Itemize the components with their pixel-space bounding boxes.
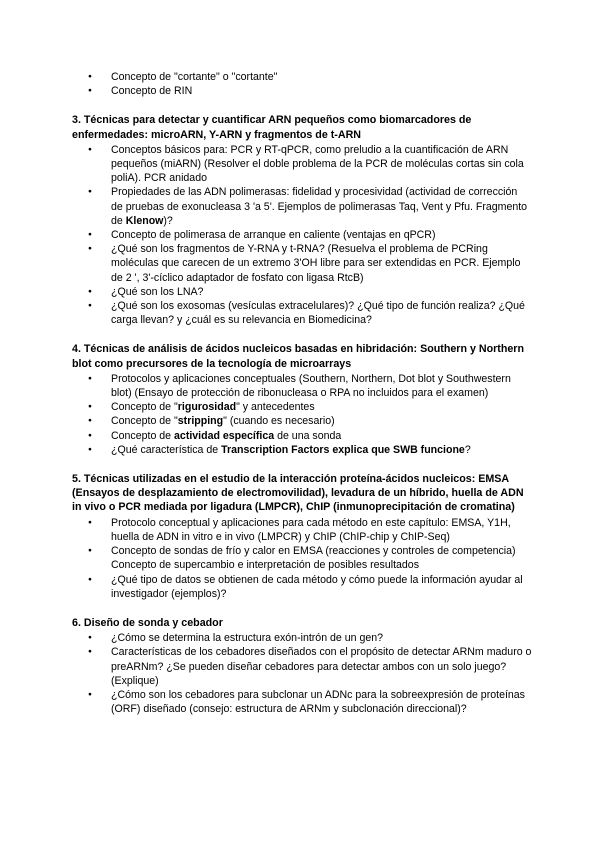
item-bold-text: Klenow	[125, 214, 164, 227]
item-text: de una sonda	[274, 429, 342, 442]
section-heading: 6. Diseño de sonda y cebador	[72, 616, 223, 629]
list-item	[111, 573, 532, 601]
list-item	[111, 400, 532, 414]
list-item	[111, 631, 532, 645]
document-body	[72, 70, 532, 731]
bullet-list	[72, 516, 532, 601]
item-bold-text: rigurosidad	[177, 401, 237, 414]
list-item	[111, 185, 532, 228]
item-bold-text: stripping	[177, 415, 224, 428]
item-bold-text: actividad específica	[174, 429, 275, 442]
item-text: Concepto de polimerasa de arranque en caliente (ventajas en qPCR)	[111, 229, 436, 242]
list-item	[111, 688, 532, 716]
item-text: Características de los cebadores diseñados con el propósito de detectar ARNm maduro o preARNm? ¿Se pueden diseñar cebadores para detectar ambos con un solo juego? (Explique)	[111, 646, 532, 687]
item-text: " (cuando es necesario)	[223, 415, 335, 428]
item-text: ?	[464, 443, 471, 456]
item-text: Concepto de RIN	[111, 85, 193, 98]
item-text: Propiedades de las ADN polimerasas: fidelidad y procesividad (actividad de corrección de pruebas de exonucleasa 3 'a 5'. Ejemplos de polimerasas Taq, Vent y Pfu. Fragmento de	[111, 186, 528, 227]
item-bold-text: Transcription Factors explica que SWB funcione	[221, 443, 465, 456]
list-item	[111, 414, 532, 428]
item-text: ¿Qué son los exosomas (vesículas extracelulares)? ¿Qué tipo de función realiza? ¿Qué carga llevan? y ¿cuál es su relevancia en Biomedicina?	[111, 300, 525, 327]
list-item	[111, 443, 532, 457]
item-text: ¿Qué son los LNA?	[111, 285, 204, 298]
list-item	[111, 645, 532, 688]
list-item	[111, 372, 532, 400]
bullet-list	[72, 372, 532, 457]
list-item	[111, 516, 532, 544]
bullet-list	[72, 631, 532, 716]
item-text: " y antecedentes	[236, 401, 315, 414]
bullet-list	[72, 143, 532, 328]
item-text: ¿Cómo se determina la estructura exón-intrón de un gen?	[111, 632, 384, 645]
section-4	[72, 342, 532, 457]
list-item	[111, 84, 532, 98]
item-text: Conceptos básicos para: PCR y RT-qPCR, como preludio a la cuantificación de ARN pequeños (miARN) (Resolver el doble problema de la PCR de moléculas cortas sin cola poliA). PCR anidado	[111, 143, 524, 185]
item-text: ¿Cómo son los cebadores para subclonar un ADNc para la sobreexpresión de proteínas (ORF) diseñado (consejo: estructura de ARNm y subclonación direccional)?	[111, 688, 525, 716]
item-text: Protocolos y aplicaciones conceptuales (Southern, Northern, Dot blot y Southwestern blot) (Ensayo de protección de ribonucleasa o RPA no incluidos para el examen)	[111, 372, 511, 400]
item-text: Concepto de "	[111, 415, 178, 428]
bullet-list	[72, 70, 532, 98]
item-text: ¿Qué tipo de datos se obtienen de cada método y cómo puede la información ayudar al investigador (ejemplos)?	[111, 573, 523, 600]
section-heading: 4. Técnicas de análisis de ácidos nucleicos basadas en hibridación: Southern y Northern blot como precursores de la tecnología de microarrays	[72, 343, 524, 370]
section-heading: 5. Técnicas utilizadas en el estudio de la interacción proteína-ácidos nucleicos: EMSA (Ensayos de desplazamiento de electromovilidad), levadura de un híbrido, huella de ADN in vivo o PCR mediada por ligadura (LMPCR), ChIP (inmunoprecipitación de cromatina)	[72, 473, 524, 514]
list-item	[111, 285, 532, 299]
list-item	[111, 143, 532, 186]
item-text: ¿Qué característica de	[111, 443, 222, 456]
list-item	[111, 544, 532, 572]
list-item	[111, 242, 532, 285]
section-6	[72, 616, 532, 716]
list-item	[111, 70, 532, 84]
list-item	[111, 429, 532, 443]
section-heading: 3. Técnicas para detectar y cuantificar ARN pequeños como biomarcadores de enfermedades: microARN, Y-ARN y fragmentos de t-ARN	[72, 114, 472, 141]
item-text: )?	[163, 214, 173, 227]
list-item	[111, 228, 532, 242]
section-3	[72, 113, 532, 327]
item-text: Protocolo conceptual y aplicaciones para cada método en este capítulo: EMSA, Y1H, huella de ADN in vitro e in vivo (LMPCR) y ChIP (ChIP-chip y ChIP-Seq)	[111, 516, 511, 543]
item-text: Concepto de "cortante" o "cortante"	[111, 71, 278, 83]
item-text: ¿Qué son los fragmentos de Y-RNA y t-RNA? (Resuelva el problema de PCRing moléculas que carecen de un extremo 3'OH libre para ser extendidas en PCR. Ejemplo de 2 ', 3'-cíclico adaptador de fosfato con ligasa RtcB)	[111, 243, 521, 284]
section-5	[72, 472, 532, 601]
list-item	[111, 299, 532, 327]
section-continuation	[72, 70, 532, 98]
item-text: Concepto de	[111, 429, 175, 442]
item-text: Concepto de sondas de frío y calor en EMSA (reacciones y controles de competencia) Concepto de supercambio e interpretación de posibles resultados	[111, 545, 516, 572]
item-text: Concepto de "	[111, 401, 178, 414]
